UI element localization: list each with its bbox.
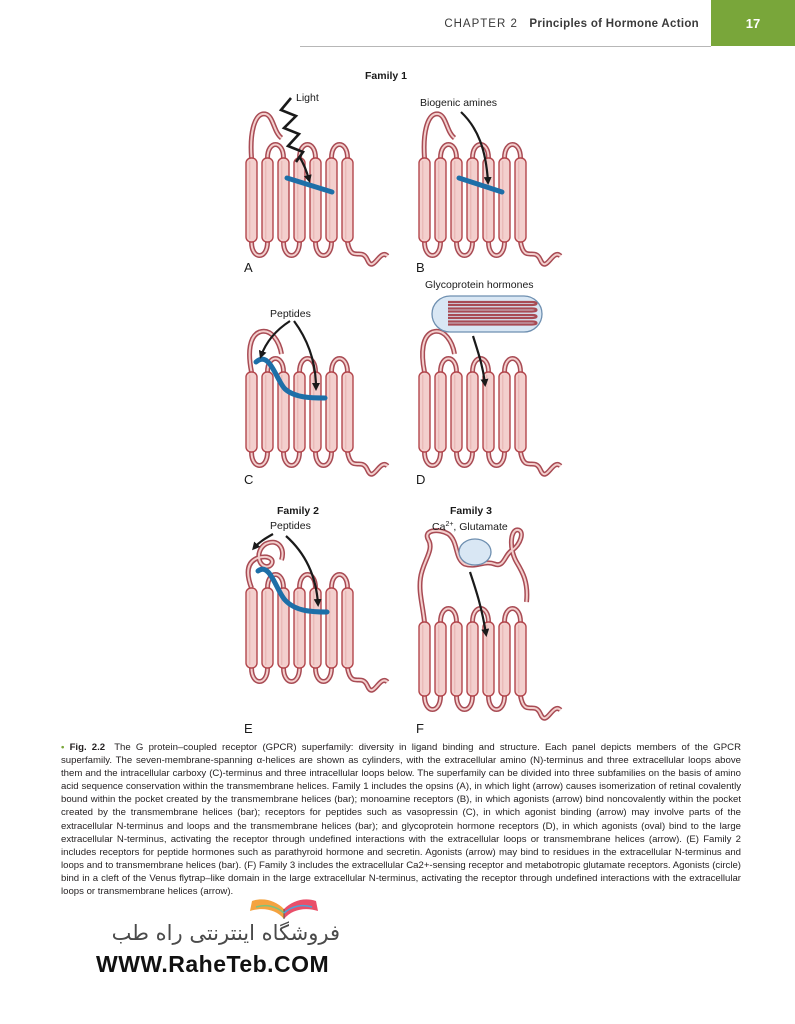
family-2-heading: Family 2 bbox=[277, 505, 320, 517]
watermark bbox=[90, 895, 350, 985]
panel-c bbox=[244, 308, 388, 487]
helix-cylinder bbox=[419, 158, 430, 242]
helix-cylinder bbox=[310, 588, 321, 668]
helix-cylinder bbox=[515, 158, 526, 242]
helix-cylinder bbox=[342, 372, 353, 452]
helix-cylinder bbox=[499, 158, 510, 242]
helix-cylinder bbox=[467, 622, 478, 696]
panel-e bbox=[244, 505, 388, 736]
helix-cylinder bbox=[419, 372, 430, 452]
helix-cylinder bbox=[499, 372, 510, 452]
helix-cylinder bbox=[246, 372, 257, 452]
helix-cylinder bbox=[262, 588, 273, 668]
figure-caption bbox=[61, 741, 741, 898]
panel-letter-e: E bbox=[244, 721, 253, 736]
caption-text: The G protein–coupled receptor (GPCR) superfamily: diversity in ligand binding and structure. Each panel depicts members of the GPCR superfamily. The seven-membrane-spanning α-helices are shown as cylinders, with the extracellular amino (N)-terminus and three extracellular loops above them and the intracellular carboxy (C)-terminus and three intracellular loops below. The superfamily can be divided into three subfamilies on the basis of amino acid sequence conservation within the transmembrane helices. Family 1 includes the opsins (A), in which light (arrow) causes isomerization of retinal covalently bound within the pocket created by the transmembrane helices (bar); monoamine receptors (B), in which agonists (arrow) bind noncovalently within the pocket created by the transmembrane helices (bar); receptors for peptides such as vasopressin (C), in which agonist binding (arrow) may involve parts of the extracellular N-terminus and loops and the transmembrane helices (bar); and glycoprotein hormone receptors (D), in which agonists (oval) bind to the large extracellular N-terminus, activating the receptor through undefined interactions with the extracellular loops or transmembrane helices (arrow). (E) Family 2 includes receptors for peptide hormones such as parathyroid hormone and secretin. Agonists (arrow) may bind to residues in the extracellular N-terminus and loops and to transmembrane helices (bar). (F) Family 3 includes the extracellular Ca2+-sensing receptor and metabotropic glutamate receptors. Agonists (circle) bind in a cleft of the Venus flytrap–like domain in the large extracellular N-terminus, activating the receptor through undefined interactions with the extracellular loops or transmembrane helices (arrow). bbox=[61, 742, 741, 898]
helix-cylinder bbox=[246, 158, 257, 242]
caption-bullet: • bbox=[61, 742, 65, 753]
ligand-label-ca: Ca bbox=[432, 521, 446, 533]
helix-cylinder bbox=[467, 372, 478, 452]
watermark-persian: فروشگاه اینترنتی راه طب bbox=[111, 921, 340, 945]
helix-cylinder bbox=[326, 372, 337, 452]
ligand-label-light: Light bbox=[296, 92, 319, 104]
section-title: Principles of Hormone Action bbox=[529, 18, 699, 30]
panel-letter-a: A bbox=[244, 260, 253, 275]
helix-cylinder bbox=[515, 622, 526, 696]
helix-cylinder bbox=[451, 622, 462, 696]
ligand-label-rest: , Glutamate bbox=[453, 521, 508, 533]
helix-cylinder bbox=[451, 158, 462, 242]
ligand-label-biogenic: Biogenic amines bbox=[420, 97, 498, 109]
helix-cylinder bbox=[262, 372, 273, 452]
panel-f bbox=[416, 505, 561, 736]
panel-letter-b: B bbox=[416, 260, 425, 275]
helix-cylinder bbox=[342, 588, 353, 668]
helix-cylinder bbox=[483, 622, 494, 696]
helix-cylinder bbox=[326, 588, 337, 668]
helix-cylinder bbox=[515, 372, 526, 452]
n-terminus bbox=[248, 542, 282, 588]
figure-label: Fig. 2.2 bbox=[69, 742, 106, 753]
panel-b bbox=[416, 97, 561, 275]
ligand-label-sup: 2+ bbox=[445, 521, 454, 528]
agonist-circle bbox=[459, 539, 491, 565]
helix-cylinder bbox=[467, 158, 478, 242]
helix-cylinder bbox=[435, 622, 446, 696]
panel-a bbox=[244, 70, 407, 275]
helix-cylinder bbox=[262, 158, 273, 242]
chapter-label: CHAPTER 2 bbox=[444, 18, 518, 30]
panel-d bbox=[416, 279, 561, 487]
panel-letter-f: F bbox=[416, 721, 424, 736]
helix-cylinder bbox=[278, 158, 289, 242]
helix-cylinder bbox=[326, 158, 337, 242]
helix-cylinder bbox=[435, 158, 446, 242]
ligand-label-peptides-e: Peptides bbox=[270, 520, 311, 532]
ligand-label-ca-glutamate bbox=[432, 521, 508, 533]
helix-cylinder bbox=[435, 372, 446, 452]
helix-cylinder bbox=[499, 622, 510, 696]
helix-cylinder bbox=[246, 588, 257, 668]
helix-cylinder bbox=[483, 158, 494, 242]
panel-letter-d: D bbox=[416, 472, 426, 487]
helix-cylinder bbox=[419, 622, 430, 696]
helix-cylinder bbox=[342, 158, 353, 242]
helix-cylinder bbox=[310, 158, 321, 242]
ligand-label-peptides-c: Peptides bbox=[270, 308, 311, 320]
helix-cylinder bbox=[451, 372, 462, 452]
helix-cylinder bbox=[294, 588, 305, 668]
ligand-bar bbox=[459, 178, 502, 192]
helix-cylinder bbox=[294, 158, 305, 242]
helix-cylinder bbox=[294, 372, 305, 452]
family-1-heading: Family 1 bbox=[365, 70, 408, 82]
family-3-heading: Family 3 bbox=[450, 505, 493, 517]
page-number: 17 bbox=[711, 0, 795, 46]
ligand-label-glycoprotein: Glycoprotein hormones bbox=[425, 279, 534, 291]
panel-letter-c: C bbox=[244, 472, 254, 487]
watermark-url: WWW.RaheTeb.COM bbox=[96, 951, 330, 977]
